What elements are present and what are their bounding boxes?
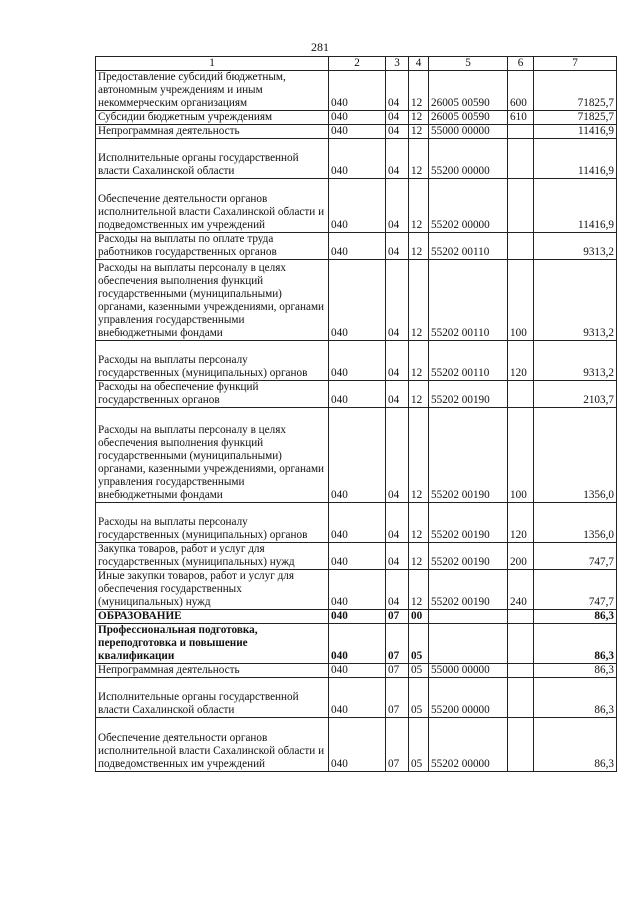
subsection-cell: 12 — [409, 570, 429, 610]
expense-type-cell: 100 — [508, 260, 534, 341]
subsection-cell: 12 — [409, 381, 429, 408]
target-item-cell: 55000 00000 — [429, 664, 508, 678]
expense-type-cell: 240 — [508, 570, 534, 610]
amount-cell: 86,3 — [534, 664, 617, 678]
section-cell: 04 — [386, 125, 409, 139]
expense-type-cell: 610 — [508, 111, 534, 125]
target-item-cell: 55202 00110 — [429, 233, 508, 260]
expense-type-cell: 600 — [508, 71, 534, 111]
subsection-cell: 12 — [409, 260, 429, 341]
table-row — [96, 233, 617, 260]
row-name-cell: Расходы на выплаты персоналу в целях обеспечения выполнения функций государственными (муниципальными) органами, казенными учреждениями, органами управления государственными внебюджетными фондами — [96, 408, 329, 503]
header-row — [96, 57, 617, 71]
table-row — [96, 664, 617, 678]
subsection-cell: 12 — [409, 139, 429, 179]
subsection-cell: 12 — [409, 503, 429, 543]
code-cell: 040 — [329, 610, 386, 624]
expense-type-cell — [508, 718, 534, 772]
amount-cell: 71825,7 — [534, 71, 617, 111]
section-cell: 04 — [386, 139, 409, 179]
amount-cell: 1356,0 — [534, 503, 617, 543]
amount-cell: 11416,9 — [534, 179, 617, 233]
table-row — [96, 341, 617, 381]
expense-type-cell — [508, 678, 534, 718]
section-cell: 04 — [386, 543, 409, 570]
subsection-cell: 12 — [409, 179, 429, 233]
amount-cell: 86,3 — [534, 678, 617, 718]
table-row — [96, 624, 617, 664]
table-row — [96, 260, 617, 341]
section-cell: 04 — [386, 179, 409, 233]
code-cell: 040 — [329, 139, 386, 179]
subsection-cell: 05 — [409, 624, 429, 664]
subsection-cell: 05 — [409, 718, 429, 772]
subsection-cell: 12 — [409, 125, 429, 139]
table-row — [96, 503, 617, 543]
target-item-cell: 55202 00110 — [429, 260, 508, 341]
section-cell: 04 — [386, 381, 409, 408]
header-col-5: 5 — [429, 57, 508, 71]
amount-cell: 86,3 — [534, 610, 617, 624]
expense-type-cell — [508, 381, 534, 408]
row-name-cell: Иные закупки товаров, работ и услуг для обеспечения государственных (муниципальных) нужд — [96, 570, 329, 610]
section-cell: 04 — [386, 111, 409, 125]
expense-type-cell — [508, 139, 534, 179]
row-name-cell: Непрограммная деятельность — [96, 125, 329, 139]
subsection-cell: 12 — [409, 341, 429, 381]
amount-cell: 9313,2 — [534, 233, 617, 260]
code-cell: 040 — [329, 381, 386, 408]
table-row — [96, 570, 617, 610]
target-item-cell: 55202 00190 — [429, 543, 508, 570]
expense-type-cell — [508, 179, 534, 233]
section-cell: 07 — [386, 678, 409, 718]
amount-cell: 9313,2 — [534, 341, 617, 381]
section-cell: 04 — [386, 233, 409, 260]
section-cell: 07 — [386, 664, 409, 678]
target-item-cell: 55202 00190 — [429, 570, 508, 610]
subsection-cell: 05 — [409, 664, 429, 678]
subsection-cell: 05 — [409, 678, 429, 718]
table-row — [96, 125, 617, 139]
expense-type-cell: 200 — [508, 543, 534, 570]
budget-table — [95, 56, 617, 772]
code-cell: 040 — [329, 718, 386, 772]
header-col-7: 7 — [534, 57, 617, 71]
target-item-cell: 55200 00000 — [429, 678, 508, 718]
amount-cell: 71825,7 — [534, 111, 617, 125]
amount-cell: 86,3 — [534, 718, 617, 772]
table-row — [96, 610, 617, 624]
target-item-cell: 55200 00000 — [429, 139, 508, 179]
subsection-cell: 12 — [409, 111, 429, 125]
table-row — [96, 71, 617, 111]
row-name-cell: Профессиональная подготовка, переподготовка и повышение квалификации — [96, 624, 329, 664]
subsection-cell: 12 — [409, 233, 429, 260]
table-row — [96, 111, 617, 125]
section-cell: 04 — [386, 71, 409, 111]
code-cell: 040 — [329, 543, 386, 570]
target-item-cell: 55202 00190 — [429, 503, 508, 543]
target-item-cell: 26005 00590 — [429, 71, 508, 111]
target-item-cell: 26005 00590 — [429, 111, 508, 125]
code-cell: 040 — [329, 664, 386, 678]
expense-type-cell: 120 — [508, 503, 534, 543]
target-item-cell: 55202 00000 — [429, 718, 508, 772]
amount-cell: 747,7 — [534, 543, 617, 570]
amount-cell: 2103,7 — [534, 381, 617, 408]
subsection-cell: 12 — [409, 71, 429, 111]
code-cell: 040 — [329, 408, 386, 503]
target-item-cell: 55202 00190 — [429, 408, 508, 503]
row-name-cell: Исполнительные органы государственной власти Сахалинской области — [96, 678, 329, 718]
header-col-4: 4 — [409, 57, 429, 71]
row-name-cell: ОБРАЗОВАНИЕ — [96, 610, 329, 624]
section-cell: 07 — [386, 624, 409, 664]
code-cell: 040 — [329, 233, 386, 260]
header-col-3: 3 — [386, 57, 409, 71]
header-col-2: 2 — [329, 57, 386, 71]
code-cell: 040 — [329, 111, 386, 125]
code-cell: 040 — [329, 179, 386, 233]
target-item-cell: 55202 00000 — [429, 179, 508, 233]
code-cell: 040 — [329, 678, 386, 718]
header-col-1: 1 — [96, 57, 329, 71]
row-name-cell: Расходы на выплаты персоналу государственных (муниципальных) органов — [96, 341, 329, 381]
amount-cell: 1356,0 — [534, 408, 617, 503]
section-cell: 04 — [386, 570, 409, 610]
row-name-cell: Предоставление субсидий бюджетным, автономным учреждениям и иным некоммерческим организациям — [96, 71, 329, 111]
row-name-cell: Обеспечение деятельности органов исполнительной власти Сахалинской области и подведомственных им учреждений — [96, 179, 329, 233]
section-cell: 04 — [386, 503, 409, 543]
section-cell: 04 — [386, 341, 409, 381]
section-cell: 04 — [386, 408, 409, 503]
row-name-cell: Закупка товаров, работ и услуг для государственных (муниципальных) нужд — [96, 543, 329, 570]
table-row — [96, 678, 617, 718]
table-row — [96, 381, 617, 408]
expense-type-cell — [508, 125, 534, 139]
row-name-cell: Обеспечение деятельности органов исполнительной власти Сахалинской области и подведомственных им учреждений — [96, 718, 329, 772]
amount-cell: 11416,9 — [534, 125, 617, 139]
row-name-cell: Расходы на выплаты персоналу государственных (муниципальных) органов — [96, 503, 329, 543]
expense-type-cell: 120 — [508, 341, 534, 381]
section-cell: 04 — [386, 260, 409, 341]
code-cell: 040 — [329, 570, 386, 610]
table-row — [96, 543, 617, 570]
row-name-cell: Расходы на выплаты по оплате труда работников государственных органов — [96, 233, 329, 260]
expense-type-cell — [508, 610, 534, 624]
row-name-cell: Непрограммная деятельность — [96, 664, 329, 678]
table-row — [96, 139, 617, 179]
subsection-cell: 00 — [409, 610, 429, 624]
amount-cell: 9313,2 — [534, 260, 617, 341]
target-item-cell: 55202 00110 — [429, 341, 508, 381]
row-name-cell: Субсидии бюджетным учреждениям — [96, 111, 329, 125]
table-row — [96, 408, 617, 503]
subsection-cell: 12 — [409, 543, 429, 570]
row-name-cell: Расходы на обеспечение функций государственных органов — [96, 381, 329, 408]
amount-cell: 86,3 — [534, 624, 617, 664]
code-cell: 040 — [329, 503, 386, 543]
section-cell: 07 — [386, 610, 409, 624]
code-cell: 040 — [329, 341, 386, 381]
expense-type-cell: 100 — [508, 408, 534, 503]
row-name-cell: Расходы на выплаты персоналу в целях обеспечения выполнения функций государственными (муниципальными) органами, казенными учреждениями, органами управления государственными внебюджетными фондами — [96, 260, 329, 341]
code-cell: 040 — [329, 260, 386, 341]
header-col-6: 6 — [508, 57, 534, 71]
target-item-cell: 55202 00190 — [429, 381, 508, 408]
target-item-cell — [429, 610, 508, 624]
expense-type-cell — [508, 664, 534, 678]
section-cell: 07 — [386, 718, 409, 772]
code-cell: 040 — [329, 125, 386, 139]
expense-type-cell — [508, 233, 534, 260]
target-item-cell: 55000 00000 — [429, 125, 508, 139]
code-cell: 040 — [329, 71, 386, 111]
expense-type-cell — [508, 624, 534, 664]
subsection-cell: 12 — [409, 408, 429, 503]
amount-cell: 11416,9 — [534, 139, 617, 179]
amount-cell: 747,7 — [534, 570, 617, 610]
row-name-cell: Исполнительные органы государственной власти Сахалинской области — [96, 139, 329, 179]
table-row — [96, 179, 617, 233]
target-item-cell — [429, 624, 508, 664]
page-number: 281 — [311, 40, 329, 54]
code-cell: 040 — [329, 624, 386, 664]
table-row — [96, 718, 617, 772]
